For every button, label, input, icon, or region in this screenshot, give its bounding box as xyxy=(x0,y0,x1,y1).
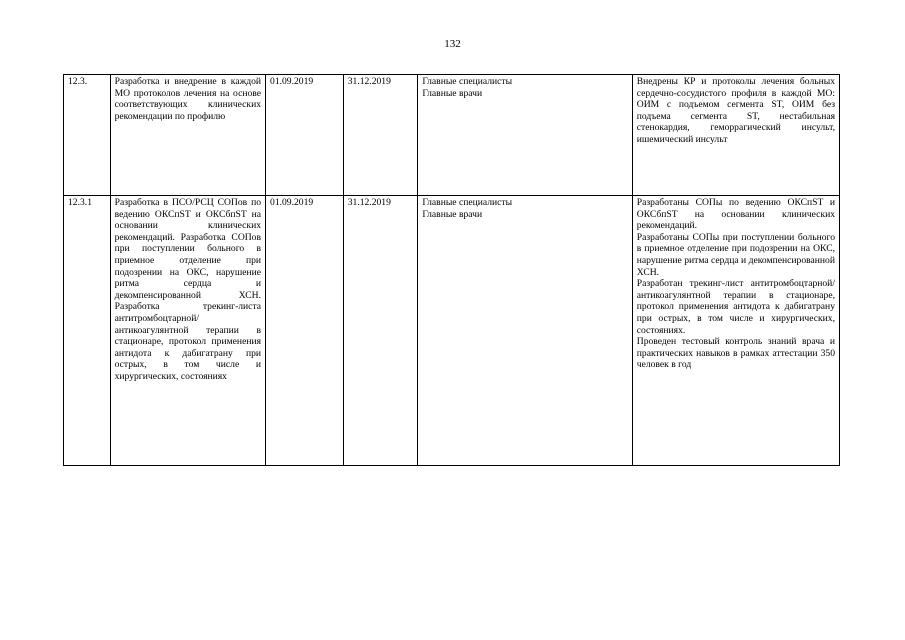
table-row xyxy=(64,75,840,196)
page-number: 132 xyxy=(444,38,461,50)
result-paragraph: Разработан трекинг-лист антитромбоцтарной/антикоагулянтной терапии в стационаре, протокол применения антидота к дабигатрану при острых, в том числе и хирургических, состояниях. xyxy=(636,278,835,336)
end-date: 31.12.2019 xyxy=(343,196,418,466)
action-plan-table xyxy=(63,74,840,466)
start-date: 01.09.2019 xyxy=(266,75,344,196)
responsible-cell xyxy=(418,75,632,196)
responsible-line: Главные специалисты xyxy=(422,76,513,87)
start-date: 01.09.2019 xyxy=(266,196,344,466)
result-cell xyxy=(632,75,839,196)
responsible-line: Главные врачи xyxy=(422,208,483,220)
result-paragraph: Разработаны СОПы по ведению ОКСпST и ОКСбпST на основании клинических рекомендаций. xyxy=(636,197,835,232)
item-name: Разработка в ПСО/РСЦ СОПов по ведению ОКСпST и ОКСбпST на основании клинических рекомендаций. Разработка СОПов при поступлении больного в приемное отделение при подозрении на ОКС, нарушение ритма сердца и декомпенсированной ХСН. Разработка трекинг-листа антитромбоцтарной/ антикоагулянтной терапии в стационаре, протокол применения антидота к дабигатрану при острых, в том числе и хирургических, состояниях xyxy=(110,196,265,466)
end-date: 31.12.2019 xyxy=(343,75,418,196)
result-cell xyxy=(632,196,839,466)
item-name: Разработка и внедрение в каждой МО протоколов лечения на основе соответствующих клинических рекомендации по профилю xyxy=(110,75,265,196)
responsible-line: Главные врачи xyxy=(422,87,483,99)
responsible-cell xyxy=(418,196,632,466)
result-paragraph: Разработаны СОПы при поступлении больного в приемное отделение при подозрении на ОКС, нарушение ритма сердца и декомпенсированной ХСН. xyxy=(636,231,835,278)
item-number: 12.3. xyxy=(64,75,111,196)
result-paragraph: Проведен тестовый контроль знаний врача и практических навыков в рамках аттестации 350 человек в год xyxy=(636,336,835,371)
table-row xyxy=(64,196,840,466)
item-number: 12.3.1 xyxy=(64,196,111,466)
responsible-line: Главные специалисты xyxy=(422,197,513,208)
result-paragraph: Внедрены КР и протоколы лечения больных сердечно-сосудистого профиля в каждой МО: ОИМ с подъемом сегмента ST, ОИМ без подъема сегмента ST, нестабильная стенокардия, геморрагический инсульт, ишемический инсульт xyxy=(636,76,835,145)
